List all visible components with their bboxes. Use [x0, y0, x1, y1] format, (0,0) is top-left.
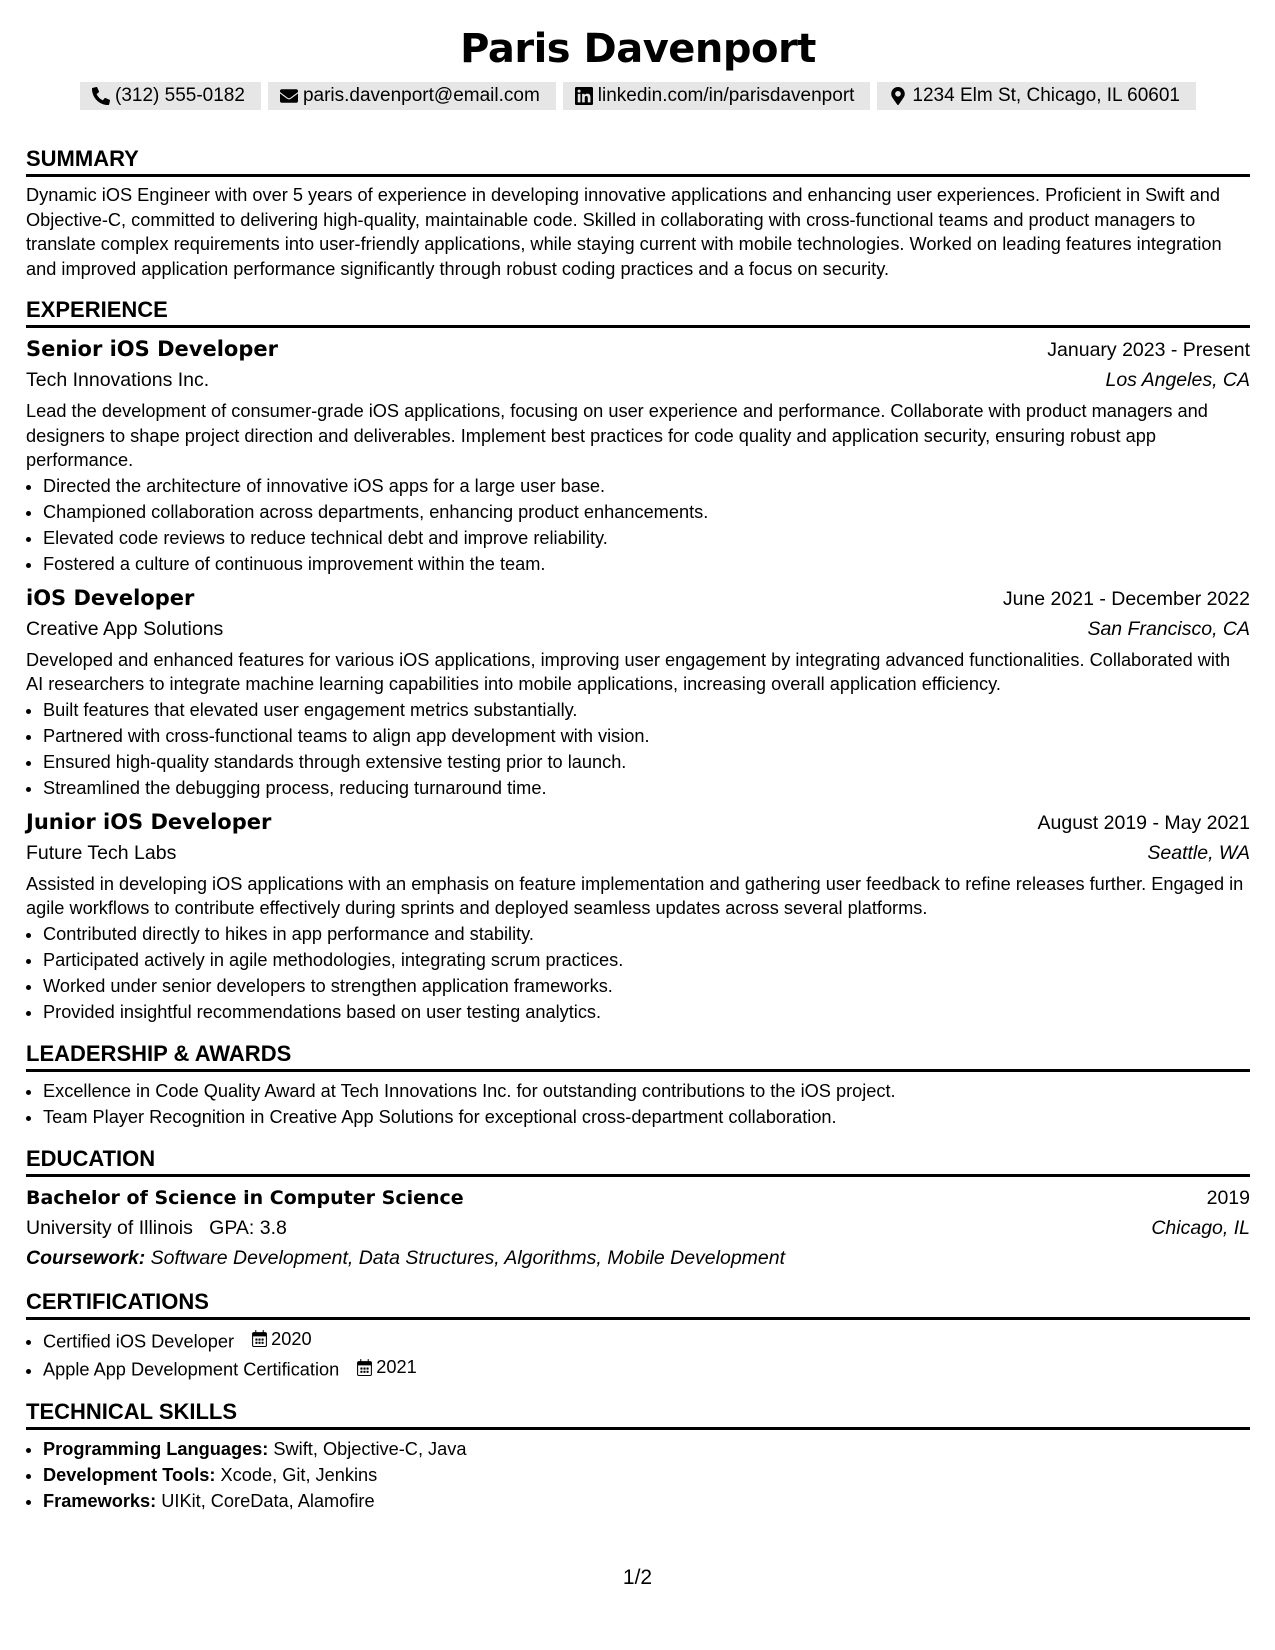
- calendar-icon: [356, 1359, 373, 1376]
- list-item: • Streamlined the debugging process, reducing turnaround time.: [43, 775, 1250, 801]
- list-item: • Provided insightful recommendations based on user testing analytics.: [43, 999, 1250, 1025]
- list-item: • Contributed directly to hikes in app performance and stability.: [43, 921, 1250, 947]
- job-company: Tech Innovations Inc.: [26, 369, 210, 391]
- list-item: [43, 1488, 1250, 1514]
- job-title: Junior iOS Developer: [26, 809, 272, 834]
- certifications-list: [26, 1326, 1250, 1383]
- list-item: • Participated actively in agile methodologies, integrating scrum practices.: [43, 947, 1250, 973]
- phone-icon: [92, 87, 110, 105]
- certification-year: 2021: [376, 1357, 417, 1377]
- education-section: [26, 1146, 1250, 1273]
- page-number: 1/2: [622, 1566, 653, 1589]
- job-company: Future Tech Labs: [26, 841, 177, 864]
- list-item: • Championed collaboration across departments, enhancing product enhancements.: [43, 499, 1250, 525]
- job-entry: [26, 807, 1250, 1025]
- calendar-icon: [251, 1330, 268, 1347]
- gpa: GPA: 3.8: [209, 1216, 287, 1239]
- job-entry: [26, 583, 1250, 801]
- coursework: [26, 1243, 1250, 1273]
- certification-year: 2020: [271, 1328, 312, 1349]
- list-item: [43, 1326, 1250, 1355]
- email-text: paris.davenport@email.com: [302, 85, 540, 106]
- coursework-label: Coursework:: [26, 1246, 146, 1269]
- certification-date: [356, 1354, 416, 1380]
- job-company: Creative App Solutions: [26, 617, 224, 640]
- certifications-section: [26, 1289, 1250, 1383]
- school-line: [26, 1213, 287, 1243]
- job-description: Lead the development of consumer-grade iOS applications, focusing on user experience and performance. Collaborate with product managers and designers to shape project direction and deliverables. Implement best practices for code quality and application security, ensuring robust app performance.: [26, 401, 1208, 470]
- section-heading: LEADERSHIP & AWARDS: [26, 1041, 1250, 1072]
- certification-name: Apple App Development Certification: [43, 1359, 340, 1380]
- degree-title: Bachelor of Science in Computer Science: [26, 1186, 464, 1209]
- list-item: [43, 1462, 1250, 1488]
- awards-list: [26, 1078, 1250, 1130]
- job-location: San Francisco, CA: [1087, 617, 1250, 640]
- job-title: Senior iOS Developer: [26, 337, 278, 361]
- job-bullets: [26, 473, 1250, 577]
- job-dates: January 2023 - Present: [1047, 339, 1250, 361]
- list-item: • Excellence in Code Quality Award at Tech Innovations Inc. for outstanding contributions to the iOS project.: [43, 1078, 1250, 1104]
- phone-text: (312) 555-0182: [115, 85, 245, 106]
- contact-phone[interactable]: [80, 82, 261, 110]
- contact-email[interactable]: [268, 82, 556, 110]
- school-location: Chicago, IL: [1151, 1216, 1250, 1239]
- job-bullets: [26, 921, 1250, 1025]
- certification-date: [251, 1326, 311, 1352]
- envelope-icon: [280, 87, 298, 105]
- summary-text: Dynamic iOS Engineer with over 5 years of experience in developing innovative applications and enhancing user experiences. Proficient in Swift and Objective-C, committed to delivering high-quality, maintainable code. Skilled in collaborating with cross-functional teams and product managers to translate complex requirements into user-friendly applications, while staying current with mobile technologies. Worked on leading features integration and improved application performance significantly through robust coding practices and a focus on security.: [26, 185, 1222, 279]
- skill-label: Development Tools:: [43, 1464, 216, 1485]
- contact-linkedin[interactable]: [563, 82, 871, 110]
- certification-name: Certified iOS Developer: [43, 1331, 235, 1351]
- list-item: [43, 1354, 1250, 1383]
- linkedin-icon: [575, 87, 593, 105]
- map-marker-icon: [889, 87, 907, 105]
- skill-label: Programming Languages:: [43, 1438, 269, 1459]
- skills-list: [26, 1436, 1250, 1514]
- section-heading: SUMMARY: [26, 146, 1250, 177]
- job-entry: [26, 334, 1250, 577]
- list-item: • Directed the architecture of innovative iOS apps for a large user base.: [43, 473, 1250, 499]
- section-heading: TECHNICAL SKILLS: [26, 1399, 1250, 1430]
- experience-section: [26, 297, 1250, 1025]
- list-item: • Partnered with cross-functional teams to align app development with vision.: [43, 723, 1250, 749]
- summary-section: [26, 146, 1250, 281]
- skills-section: [26, 1399, 1250, 1514]
- list-item: • Team Player Recognition in Creative App Solutions for exceptional cross-department collaboration.: [43, 1104, 1250, 1130]
- candidate-name: Paris Davenport: [460, 26, 816, 72]
- skill-value: Xcode, Git, Jenkins: [220, 1464, 378, 1485]
- list-item: • Built features that elevated user engagement metrics substantially.: [43, 697, 1250, 723]
- list-item: • Worked under senior developers to strengthen application frameworks.: [43, 973, 1250, 999]
- section-heading: EXPERIENCE: [26, 297, 1250, 328]
- section-heading: CERTIFICATIONS: [26, 1289, 1250, 1320]
- list-item: • Fostered a culture of continuous improvement within the team.: [43, 551, 1250, 577]
- contact-address[interactable]: [877, 82, 1196, 110]
- skill-value: Swift, Objective-C, Java: [273, 1438, 467, 1459]
- resume-page: [26, 0, 1250, 1514]
- job-description: Developed and enhanced features for various iOS applications, improving user engagement by integrating advanced functionalities. Collaborated with AI researchers to integrate machine learning capabilities into mobile applications, increasing overall application efficiency.: [26, 649, 1231, 694]
- linkedin-text: linkedin.com/in/parisdavenport: [597, 85, 855, 106]
- awards-section: [26, 1041, 1250, 1130]
- section-heading: EDUCATION: [26, 1146, 1250, 1177]
- contact-bar: [26, 82, 1250, 110]
- skill-value: UIKit, CoreData, Alamofire: [161, 1490, 375, 1511]
- list-item: [43, 1436, 1250, 1462]
- coursework-list: Software Development, Data Structures, Algorithms, Mobile Development: [150, 1246, 786, 1269]
- list-item: • Elevated code reviews to reduce technical debt and improve reliability.: [43, 525, 1250, 551]
- job-dates: August 2019 - May 2021: [1037, 811, 1250, 834]
- job-location: Los Angeles, CA: [1105, 369, 1250, 391]
- job-location: Seattle, WA: [1147, 841, 1250, 864]
- skill-label: Frameworks:: [43, 1490, 157, 1511]
- address-text: 1234 Elm St, Chicago, IL 60601: [912, 85, 1180, 106]
- job-dates: June 2021 - December 2022: [1002, 587, 1250, 610]
- graduation-year: 2019: [1206, 1186, 1250, 1209]
- job-bullets: [26, 697, 1250, 801]
- school-name: University of Illinois: [26, 1216, 193, 1239]
- job-description: Assisted in developing iOS applications with an emphasis on feature implementation and gathering user feedback to refine releases further. Engaged in agile workflows to contribute effectively during sprints and deployed seamless updates across several platforms.: [26, 873, 1244, 918]
- job-title: iOS Developer: [26, 585, 195, 610]
- list-item: • Ensured high-quality standards through extensive testing prior to launch.: [43, 749, 1250, 775]
